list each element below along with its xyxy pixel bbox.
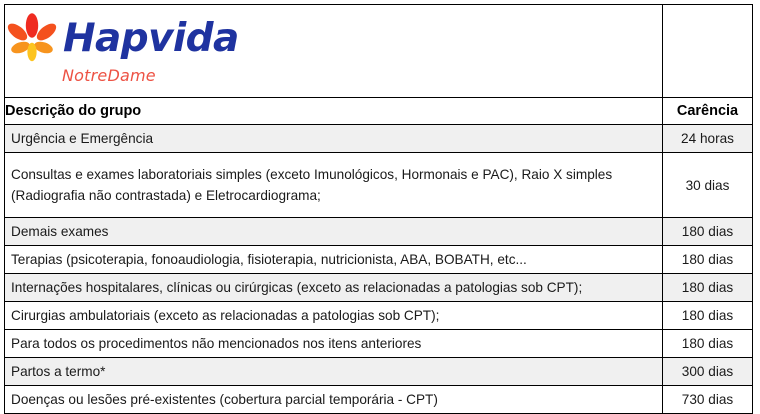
cell-description: Para todos os procedimentos não mencionados nos itens anteriores [5,330,663,358]
table-row [5,330,753,358]
table-row [5,125,753,153]
table-row [5,358,753,386]
cell-term: 180 dias [663,218,753,246]
waiting-period-table [4,4,753,414]
cell-description: Consultas e exames laboratoriais simples (exceto Imunológicos, Hormonais e PAC), Raio X simples (Radiografia não contrastada) e Eletrocardiograma; [5,153,663,218]
brand-subtitle: NotreDame [62,66,156,85]
cell-term: 300 dias [663,358,753,386]
cell-term: 180 dias [663,274,753,302]
cell-description: Doenças ou lesões pré-existentes (cobertura parcial temporária - CPT) [5,386,663,414]
cell-description: Urgência e Emergência [5,125,663,153]
table-row [5,302,753,330]
cell-term: 180 dias [663,330,753,358]
cell-description: Demais exames [5,218,663,246]
table-row [5,246,753,274]
table-row [5,274,753,302]
brand-lockup [5,10,255,92]
table-header-row [5,98,753,125]
logo-row-blank-cell [663,5,753,98]
cell-term: 730 dias [663,386,753,414]
brand-wordmark: Hapvida [63,16,239,61]
cell-description: Cirurgias ambulatoriais (exceto as relacionadas a patologias sob CPT); [5,302,663,330]
logo-row [5,5,753,98]
cell-term: 180 dias [663,302,753,330]
column-header-description: Descrição do grupo [5,98,663,125]
cell-term: 24 horas [663,125,753,153]
cell-term: 30 dias [663,153,753,218]
cell-description: Terapias (psicoterapia, fonoaudiologia, fisioterapia, nutricionista, ABA, BOBATH, etc... [5,246,663,274]
column-header-term: Carência [663,98,753,125]
cell-description: Partos a termo* [5,358,663,386]
cell-term: 180 dias [663,246,753,274]
table-row [5,153,753,218]
table-row [5,218,753,246]
brand-logo-cell [5,5,663,98]
brand-top [5,10,255,65]
cell-description: Internações hospitalares, clínicas ou cirúrgicas (exceto as relacionadas a patologias sob CPT); [5,274,663,302]
table-row [5,386,753,414]
hapvida-flower-icon [5,12,59,64]
